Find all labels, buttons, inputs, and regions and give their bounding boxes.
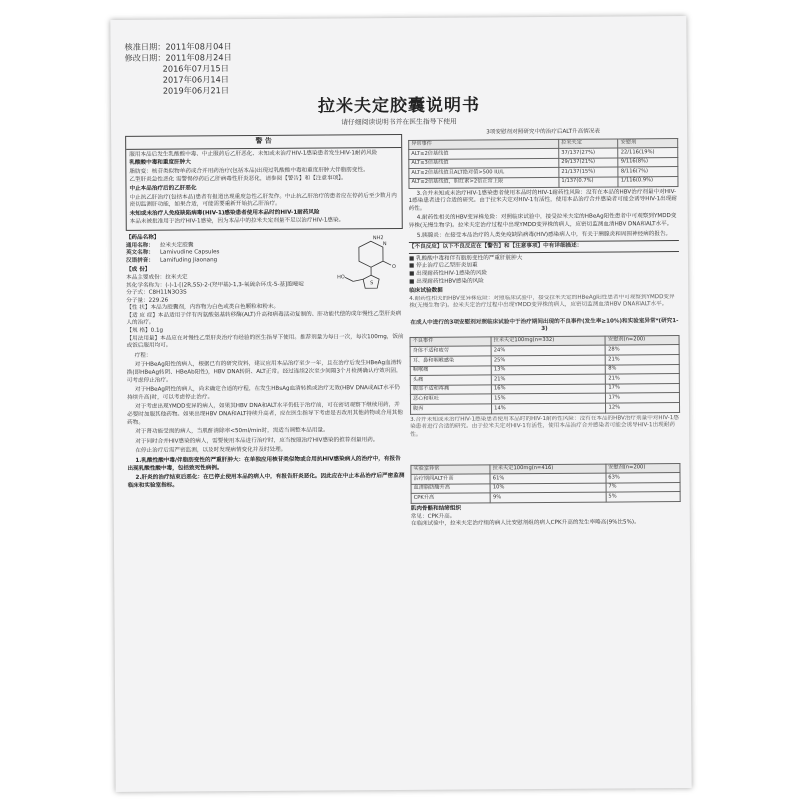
paragraph: 对于HBeAg阳性的病人，根据已有的研究资料，建议应用本品治疗至少一年，且在治疗后发生HBeAg血清转换(即HBeAg转阴、HBeAb阳性)，HBV DNA转阴、ALT正常。经过连续2次至少间隔3个月检测确认疗效巩固，可考虑停止治疗。 bbox=[126, 360, 402, 384]
revision-date: 2017年06月14日 bbox=[162, 74, 230, 85]
paragraph: 疗程： bbox=[134, 352, 152, 359]
table2-caption: 在成人中进行的3项安慰剂对照临床试验中于治疗期间出现的不良事件(发生率≥10%)和实验室异常*(研究1-3) bbox=[410, 317, 679, 333]
section-dosage: 【用法用量】本品应在对慢性乙型肝炎治疗有经验的医生指导下使用。推荐剂量为每日一次，每次100mg，饭前或饭后服用均可。 bbox=[126, 333, 404, 350]
table-row: 治疗期间ALT升高 61% 63% bbox=[411, 473, 680, 484]
warning-line: 乳酸酸中毒和重度肝肿大 bbox=[129, 159, 191, 167]
table-row: 身体不适和疲劳 24% 28% bbox=[410, 345, 679, 356]
section-properties: 【性 状】本品为胶囊剂，内容物为白色或类白色颗粒和粉末。 bbox=[126, 304, 280, 312]
revision-dates bbox=[124, 41, 232, 97]
table-row: 腹泻 14% 12% bbox=[411, 403, 680, 414]
leaflet-sheet bbox=[110, 16, 691, 792]
list-item: ■ 出现耐药性HIV-1感染的风险 bbox=[409, 270, 488, 277]
warning-line: 本品未被批准用于治疗HIV-1感染，因为本品中的拉米夫定剂量不足以治疗HIV-1感染。 bbox=[129, 217, 345, 226]
paragraph: 常见：CPK升高。 bbox=[410, 513, 456, 520]
svg-text:S: S bbox=[370, 280, 374, 287]
table-header: 异常事件 bbox=[409, 139, 559, 150]
adverse-events-table bbox=[410, 335, 681, 415]
table-header: 安慰剂(n=200) bbox=[606, 335, 680, 345]
warning-line: 中止抗乙肝治疗(包括本品)患者有报道出现重度急性乙肝发作。中止抗乙肝治疗的患者应在停药后至少数月内密切监测肝功能，如果合适，可能需要重新开始抗乙肝治疗。 bbox=[129, 192, 397, 209]
alt-table bbox=[408, 138, 678, 189]
drug-info-block bbox=[126, 233, 403, 305]
svg-text:O: O bbox=[392, 263, 397, 270]
paragraph: 对于同时合并HIV感染的病人，需要使用本品进行治疗时，应当按照治疗HIV感染的推荐剂量用药。 bbox=[135, 436, 379, 445]
table-row: ALT≥2倍基线值且ALT绝对值>500 IU/L 21/137(15%) 8/116(7%) bbox=[409, 167, 678, 178]
revision-date: 修改日期：2011年08月24日 bbox=[124, 52, 232, 63]
list-item: ■ 停止治疗后乙型肝炎加重 bbox=[409, 262, 478, 270]
table-header: 不良事件 bbox=[410, 337, 491, 347]
field-generic-name: 通用名称： 拉米夫定胶囊 bbox=[125, 241, 194, 249]
musculoskeletal-heading: 肌肉骨骼和结缔组织 bbox=[410, 505, 462, 512]
paragraph: 在停止治疗后需严密监测，以及时发现病情变化并及时处理。 bbox=[135, 447, 287, 455]
precaution-paragraphs bbox=[409, 189, 679, 240]
dosage-paragraphs bbox=[127, 351, 405, 490]
table-header: 安慰剂 bbox=[618, 138, 678, 148]
field-pinyin-name: 汉语拼音： Lamifuding Jiaonang bbox=[125, 256, 218, 264]
table1-caption: 3项安慰剂对照研究中的治疗后ALT升高情况表 bbox=[486, 128, 601, 136]
right-column bbox=[408, 128, 681, 529]
table-header: 拉米夫定100mg(n=332) bbox=[491, 336, 605, 346]
list-item: ■ 乳酸酸中毒和伴有脂肪变性的严重肝脏肿大 bbox=[408, 254, 523, 262]
section-specification: 【规 格】0.1g bbox=[126, 327, 164, 334]
chemical-structure-image bbox=[337, 233, 399, 291]
adverse-list bbox=[409, 254, 679, 286]
svg-text:NH2: NH2 bbox=[372, 235, 384, 242]
field-english-name: 英文名称： Lamivudine Capsules bbox=[125, 249, 220, 257]
table-header: 拉米夫定 bbox=[559, 139, 619, 149]
warning-line: 未知或未治疗人免疫缺陷病毒(HIV-1)感染患者使用本品时的HIV-1耐药风险 bbox=[129, 209, 320, 217]
revision-date: 2016年07月15日 bbox=[162, 63, 229, 74]
table-row: 耳、鼻和咽喉感染 25% 21% bbox=[410, 355, 679, 366]
lab-abnormality-table bbox=[410, 463, 680, 504]
table-header: 拉米夫定100mg(n=416) bbox=[490, 464, 606, 474]
revision-date: 2019年06月21日 bbox=[162, 85, 230, 96]
warning-heading: 警 告 bbox=[126, 135, 401, 150]
warning-line: 脂肪变：核苷类似物单药或合并用药治疗(包括本品)出现过乳酸酸中毒和重度肝肿大伴脂肪变性。 bbox=[129, 167, 369, 175]
section-drug-name: 【药品名称】 bbox=[125, 234, 160, 241]
adverse-reactions-heading: 【不良反应】以下不良反应在【警告】和【注意事项】中有详细描述： bbox=[409, 240, 679, 253]
composition-line: 其化学名称为：(-)-1-[(2R,5S)-2-(羟甲基)-1,3-氧硫杂环戊-5-基]胞嘧啶 bbox=[126, 281, 304, 289]
paragraph: 对于HBeAg阴性的病人，尚未确定合适的疗程，在发生HBsAg血清转换或治疗无效(HBV DNA或ALT水平仍持续升高)时，可以考虑停止治疗。 bbox=[126, 385, 400, 401]
table-row: CPK升高 9% 5% bbox=[411, 492, 680, 503]
composition-line: 分子量：229.26 bbox=[126, 297, 169, 304]
composition-line: 分子式：C8H11N3O3S bbox=[126, 289, 187, 297]
table-row: ALT≥2倍基线值 37/137(27%) 22/116(19%) bbox=[409, 148, 678, 159]
list-item: ■ 出现耐药性HBV感染的风险 bbox=[409, 277, 484, 285]
warning-line: 中止本品治疗后的乙肝恶化 bbox=[129, 185, 197, 192]
paragraph: 5.胰腺炎：在接受本品治疗的人类免疫缺陷病毒(HIV)感染病人中，有关于胰腺炎和周围神经病的报告。 bbox=[416, 230, 672, 239]
warning-box bbox=[125, 134, 403, 231]
table-row: ALT≥2倍基线值，胆红素>2倍正常上限 1/137(0.7%) 1/116(0.9%) bbox=[409, 177, 678, 188]
paragraph: 对于肾功能受损的病人，当肌酐清除率<50ml/min时，需适当调整本品用量。 bbox=[135, 427, 329, 436]
table-row: 腹部不适和疼痛 16% 17% bbox=[410, 383, 679, 394]
page-title: 拉米夫定胶囊说明书 bbox=[317, 95, 480, 117]
filler-text: 4.耐药性相关的HBV变异株危险：对照临床试验中，接受拉米夫定的HBeAg阳性患者中可观察到YMDD变异株(无慢生物学)。拉米夫定治疗过程中出现YMDD变异株的病人，应密切监测血清HBV DNA和ALT水平。 bbox=[409, 293, 675, 310]
paragraph: 在临床试验中，拉米夫定治疗组的病人比安慰剂组的病人CPK升高的发生率略高(9%比5%)。 bbox=[410, 519, 640, 528]
table-row: 血清脂肪酶升高 10% 7% bbox=[411, 482, 680, 493]
table-row: 恶心和呕吐 15% 17% bbox=[410, 393, 679, 404]
clinical-heading: 临床试验数据 bbox=[409, 287, 443, 295]
svg-text:N: N bbox=[382, 241, 387, 248]
table-row: 头痛 21% 21% bbox=[410, 374, 679, 385]
filler-text: 3.合并未知或未治疗HIV-1感染患者使用本品时的HIV-1耐药性风险：没有在本品的HBV治疗剂量中对HIV-1感染患者进行合适的研究。由于拉米夫定对HIV-1有活性，使用本品治疗合并感染者可能会诱导HIV-1出现耐药性。 bbox=[410, 414, 679, 438]
paragraph: 4.耐药性相关的HBV变异株危险：对照临床试验中，接受拉米夫定的HBeAg阳性患者中可观察到YMDD变异株(无慢生物学)。拉米夫定治疗过程中出现YMDD变异株的病人，应密切监测血清HBV DNA和ALT水平。 bbox=[408, 213, 677, 229]
svg-text:HO: HO bbox=[337, 274, 345, 281]
paragraph: 2.肝炎的治疗结束后恶化：在已停止使用本品的病人中，有报告肝炎恶化。因此应在中止本品治疗后严密监测临床和实验室指标。 bbox=[127, 473, 405, 489]
paragraph: 对于考虑出现YMDD变异的病人，如果其HBV DNA和ALT水平仍低于治疗前，可在密切观察下继续用药，并必要时加服其他药物。如果出现HBV DNA和ALT持续升高者，应在医生指导下考虑是否改用其他药物或合用其他药物。 bbox=[127, 402, 404, 426]
page-subtitle: 请仔细阅读说明书并在医生指导下使用 bbox=[341, 117, 457, 127]
table-header: 实验室异常 bbox=[411, 465, 490, 475]
table-row: ALT≥3倍基线值 29/137(21%) 9/116(8%) bbox=[409, 157, 678, 168]
left-column bbox=[125, 130, 405, 492]
section-indications: 【适 应 症】本品适用于伴有丙氨酸氨基转移酶(ALT)升高和病毒活动复制的、肝功能代偿的成年慢性乙型肝炎病人的治疗。 bbox=[126, 310, 402, 327]
composition-line: 本品主要成份：拉米夫定 bbox=[126, 274, 188, 281]
paragraph: 3.合并未知或未治疗HIV-1感染患者使用本品时的HIV-1耐药性风险：没有在本品的HBV治疗剂量中对HIV-1感染患者进行合适的研究。由于拉米夫定对HIV-1有活性，使用本品治疗合并感染者可能会诱导HIV-1出现耐药性。 bbox=[408, 188, 677, 212]
paragraph: 1.乳酸性酸中毒/伴脂肪变性的严重肝肿大：在单独应用核苷类似物或合用抗HIV感染病人的治疗中，有报告出现乳酸性酸中毒，包括致死性病例。 bbox=[127, 455, 401, 472]
warning-line: 乙型肝炎急性恶化 需警惕停药后乙肝病毒性肝炎恶化，请参阅【警告】和【注意事项】。 bbox=[129, 175, 347, 184]
warning-line: 服用本品后发生乳酸酸中毒、中止服药后乙肝恶化、未知或未治疗HIV-1感染患者发生HIV-1耐药风险 bbox=[129, 149, 378, 158]
approval-date: 核准日期：2011年08月04日 bbox=[124, 41, 232, 52]
table-row: 咽喉痛 13% 8% bbox=[410, 364, 679, 375]
section-composition: 【成 份】 bbox=[126, 267, 151, 274]
table-header: 安慰剂(n=200) bbox=[606, 463, 680, 473]
